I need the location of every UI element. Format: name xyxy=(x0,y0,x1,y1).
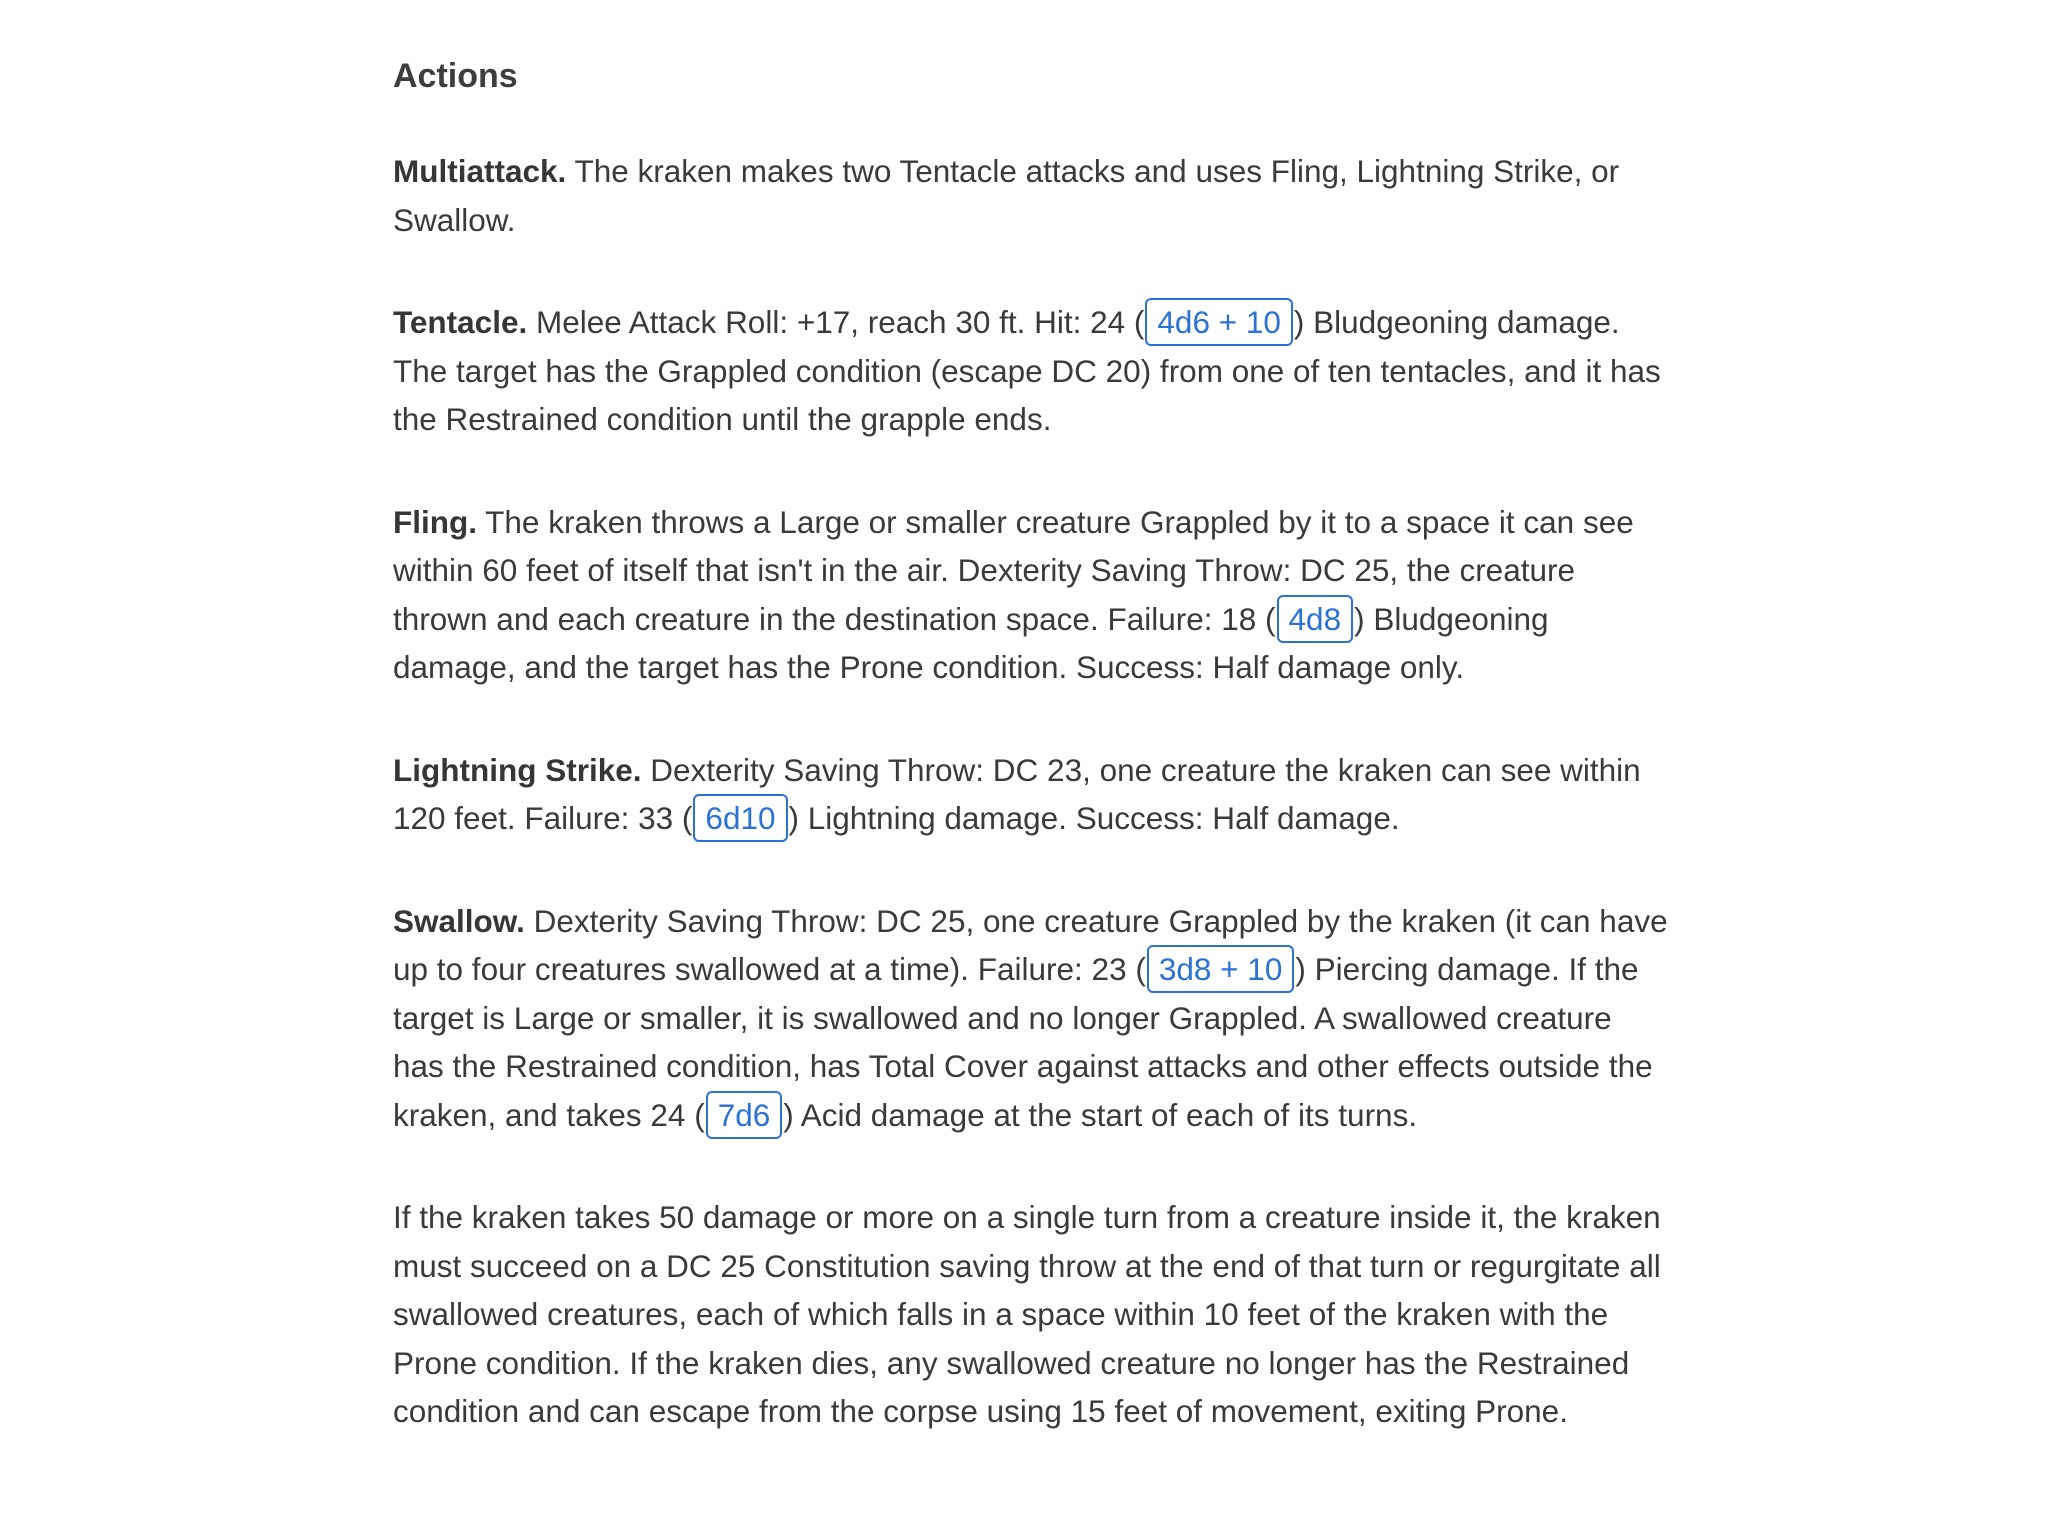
action-text: ) Piercing damage. If the target is Large or smaller, it is swallowed and no longer Grappled. A swallowed creature has the Restrained condition, has Total Cover against attacks and other effects outside the kraken, and takes 24 ( xyxy=(393,951,1653,1133)
action-name: Fling. xyxy=(393,503,477,540)
swallow-followup-paragraph: If the kraken takes 50 damage or more on a single turn from a creature inside it, the kraken must succeed on a DC 25 Constitution saving throw at the end of that turn or regurgitate all swallowed creatures, each of which falls in a space within 10 feet of the kraken with the Prone condition. If the kraken dies, any swallowed creature no longer has the Restrained condition and can escape from the corpse using 15 feet of movement, exiting Prone. xyxy=(393,1199,1661,1429)
action-text: ) Lightning damage. Success: Half damage. xyxy=(788,800,1400,836)
dice-roll-button[interactable]: 3d8 + 10 xyxy=(1147,945,1295,993)
dice-roll-button[interactable]: 7d6 xyxy=(706,1091,783,1139)
dice-roll-button[interactable]: 4d8 xyxy=(1277,595,1354,643)
dice-roll-button[interactable]: 4d6 + 10 xyxy=(1145,298,1293,346)
action-fling xyxy=(393,498,1668,692)
action-text: ) Bludgeoning damage. The target has the Grappled condition (escape DC 20) from one of ten tentacles, and it has the Restrained condition until the grapple ends. xyxy=(393,304,1661,437)
action-name: Multiattack. xyxy=(393,153,567,189)
action-text: ) Acid damage at the start of each of its turns. xyxy=(783,1096,1418,1133)
actions-section xyxy=(393,52,1668,1490)
action-name: Lightning Strike. xyxy=(393,751,642,788)
action-name: Swallow. xyxy=(393,902,525,939)
action-text: The kraken makes two Tentacle attacks and uses Fling, Lightning Strike, or Swallow. xyxy=(393,153,1620,238)
action-text: Melee Attack Roll: +17, reach 30 ft. Hit: 24 ( xyxy=(527,304,1145,340)
dice-roll-button[interactable]: 6d10 xyxy=(693,794,787,842)
action-multiattack xyxy=(393,147,1668,244)
action-text: Dexterity Saving Throw: DC 23, one creature the kraken can see within 120 feet. Failure: 33 ( xyxy=(393,751,1641,836)
section-heading: Actions xyxy=(393,57,518,95)
action-lightning-strike xyxy=(393,746,1668,843)
action-name: Tentacle. xyxy=(393,304,528,340)
action-text: Dexterity Saving Throw: DC 25, one creature Grappled by the kraken (it can have up to four creatures swallowed at a time). Failure: 23 ( xyxy=(393,902,1668,987)
action-text: The kraken throws a Large or smaller creature Grappled by it to a space it can see within 60 feet of itself that isn't in the air. Dexterity Saving Throw: DC 25, the creature thrown and each creature in the destination space. Failure: 18 ( xyxy=(393,503,1634,637)
action-tentacle xyxy=(393,298,1668,444)
action-swallow xyxy=(393,897,1668,1140)
action-text: ) Bludgeoning damage, and the target has the Prone condition. Success: Half damage only. xyxy=(393,600,1549,685)
